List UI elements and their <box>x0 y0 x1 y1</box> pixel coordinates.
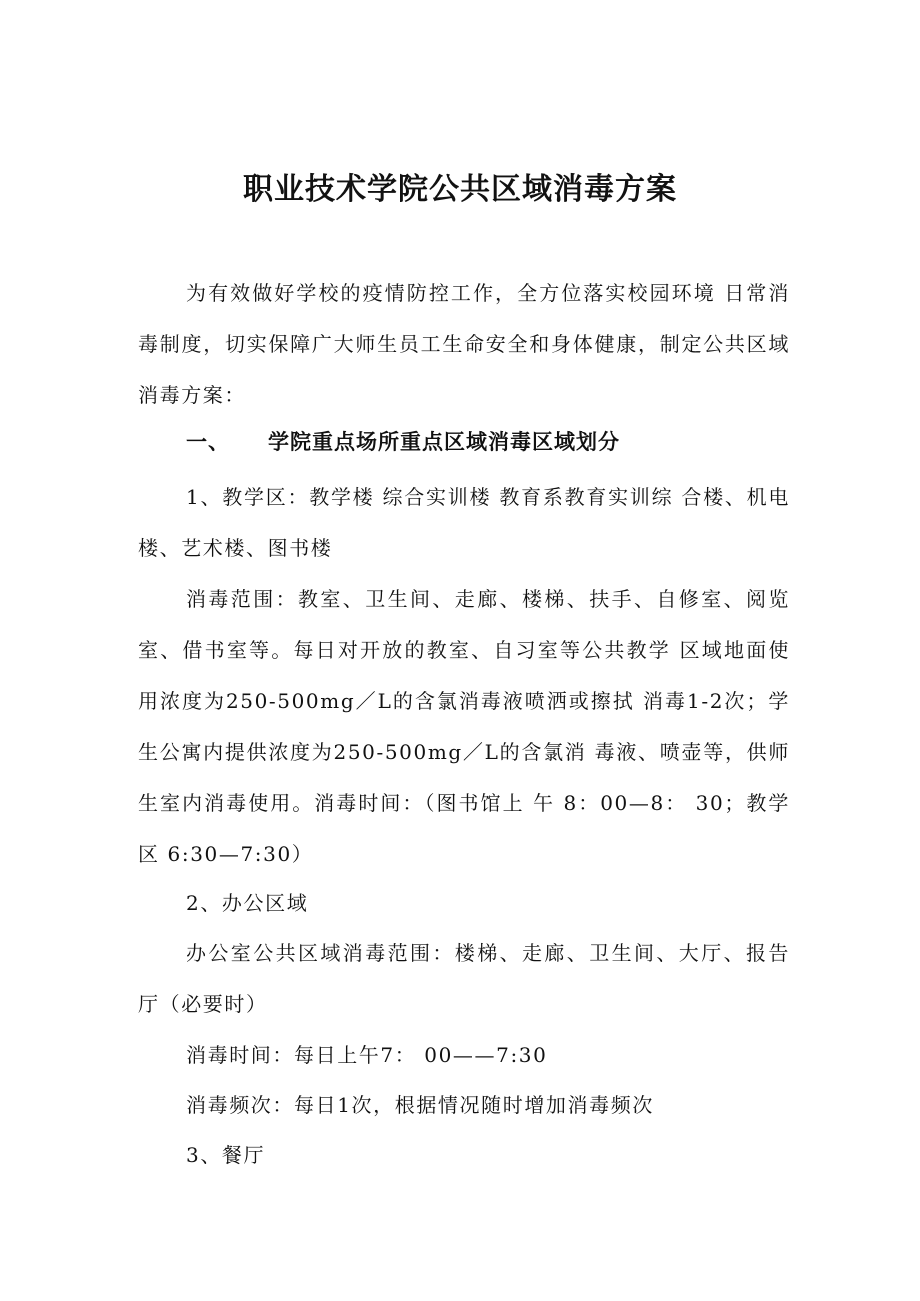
item-office-time: 消毒时间：每日上午7： 00——7:30 <box>186 1043 548 1067</box>
item-teaching-scope: 消毒范围：教室、卫生间、走廊、楼梯、扶手、自修室、阅览室、借书室等。每日对开放的教室、自习室等公共教学 区域地面使用浓度为250-500mg／L的含氯消毒液喷洒或擦拭 消毒1-2次；学生公寓内提供浓度为250-500mg／L的含氯消 毒液、喷壶等，供师生室内消毒使用。消毒时间：（图书馆上 午 8：00—8： 30；教学区 6:30—7:30） <box>138 587 790 866</box>
item-teaching-area: 1、教学区：教学楼 综合实训楼 教育系教育实训综 合楼、机电楼、艺术楼、图书楼 <box>138 485 790 560</box>
section-number: 一、 <box>186 430 230 454</box>
section-heading <box>186 418 620 466</box>
item-office-scope: 办公室公共区域消毒范围：楼梯、走廊、卫生间、大厅、报告厅（必要时） <box>138 941 790 1016</box>
intro-paragraph: 为有效做好学校的疫情防控工作，全方位落实校园环境 日常消毒制度，切实保障广大师生员工生命安全和身体健康，制定公共区域消毒方案： <box>138 281 790 407</box>
item-canteen: 3、餐厅 <box>186 1143 266 1167</box>
item-office-area: 2、办公区域 <box>186 891 309 915</box>
document-title: 职业技术学院公共区域消毒方案 <box>243 172 677 207</box>
item-office-frequency: 消毒频次：每日1次，根据情况随时增加消毒频次 <box>186 1093 654 1117</box>
section-heading-text: 学院重点场所重点区域消毒区域划分 <box>268 430 620 454</box>
